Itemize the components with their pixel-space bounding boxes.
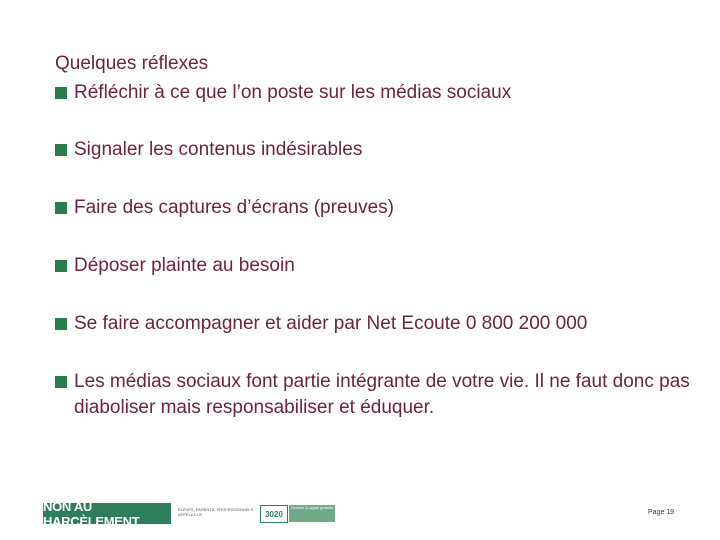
square-bullet-icon <box>55 318 67 330</box>
footer-phone-badge: 3020 <box>260 505 288 523</box>
square-bullet-icon <box>55 87 67 99</box>
square-bullet-icon <box>55 144 67 156</box>
footer-small-text: ÉLÈVES, PARENTS, PROFESSIONNELS APPELEZ LE <box>178 507 254 517</box>
non-au-harcelement-logo: NON AU HARCÈLEMENT <box>43 503 171 524</box>
square-bullet-icon <box>55 202 67 214</box>
bullet-item <box>55 80 695 106</box>
bullet-text: Déposer plainte au besoin <box>74 255 295 276</box>
footer-service-tag: Service & appel gratuits <box>289 505 335 522</box>
square-bullet-icon <box>55 376 67 388</box>
square-bullet-icon <box>55 260 67 272</box>
bullet-text: Signaler les contenus indésirables <box>74 139 363 160</box>
slide-title: Quelques réflexes <box>55 53 209 74</box>
bullet-text: Se faire accompagner et aider par Net Ecoute 0 800 200 000 <box>74 313 588 334</box>
bullet-item <box>55 195 695 221</box>
bullet-item <box>55 137 695 163</box>
bullet-text: Les médias sociaux font partie intégrante de votre vie. Il ne faut donc pas diaboliser mais responsabiliser et éduquer. <box>74 371 690 418</box>
bullet-text: Faire des captures d’écrans (preuves) <box>74 197 394 218</box>
bullet-item <box>55 369 695 421</box>
page-number: Page 19 <box>648 509 675 516</box>
bullet-text: Réfléchir à ce que l’on poste sur les médias sociaux <box>74 82 512 103</box>
bullet-item <box>55 311 695 337</box>
bullet-item <box>55 253 695 279</box>
